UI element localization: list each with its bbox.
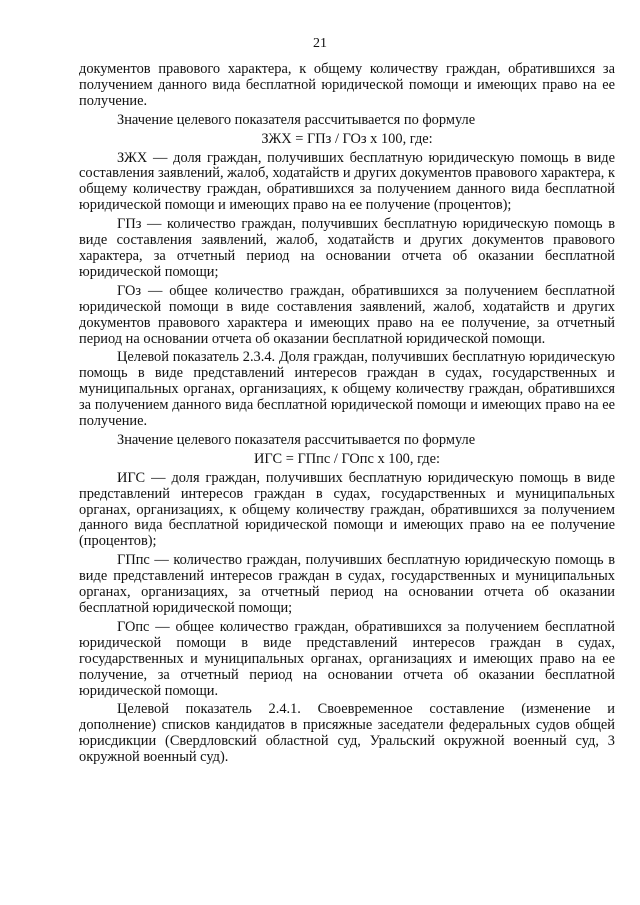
definition-paragraph: ГПпс — количество граждан, получивших бесплатную юридическую помощь в виде представлений интересов граждан в судах, государственных и муниципальных органах, организациях, за отчетный период на основании отчета об оказании бесплатной юридической помощи; bbox=[79, 552, 615, 616]
formula: ИГС = ГПпс / ГОпс х 100, где: bbox=[254, 450, 440, 467]
definition-paragraph: ГПз — количество граждан, получивших бесплатную юридическую помощь в виде составления заявлений, жалоб, ходатайств и других документов правового характера, за отчетный период на основании отчета об оказании бесплатной юридической помощи; bbox=[79, 216, 615, 280]
definition-paragraph: ГОпс — общее количество граждан, обратившихся за получением бесплатной юридической помощи в виде представлений интересов граждан в судах, государственных и муниципальных органах, организациях и имеющих право на ее получение, за отчетный период на основании отчета об оказании бесплатной юридической помощи. bbox=[79, 618, 615, 699]
definition-paragraph: ЗЖХ — доля граждан, получивших бесплатную юридическую помощь в виде составления заявлений, жалоб, ходатайств и других документов правового характера, к общему количеству граждан, обратившихся за получением данного вида бесплатной юридической помощи и имеющих право на ее получение (процентов); bbox=[79, 149, 615, 214]
indicator-paragraph: Целевой показатель 2.3.4. Доля граждан, получивших бесплатную юридическую помощь в виде представлений интересов граждан в судах, государственных и муниципальных органах, организациях, к общему количеству граждан, обратившихся за получением данного вида бесплатной юридической помощи и имеющих право на ее получение. bbox=[79, 349, 615, 430]
paragraph-continuation: документов правового характера, к общему количеству граждан, обратившихся за получением данного вида бесплатной юридической помощи и имеющих право на ее получение. bbox=[79, 61, 615, 109]
formula-intro: Значение целевого показателя рассчитывается по формуле bbox=[117, 431, 476, 448]
formula: ЗЖХ = ГПз / ГОз х 100, где: bbox=[261, 130, 433, 147]
indicator-paragraph: Целевой показатель 2.4.1. Своевременное составление (изменение и дополнение) списков кандидатов в присяжные заседатели федеральных судов общей юрисдикции (Свердловский областной суд, Уральский окружной военный суд, 3 окружной военный суд). bbox=[79, 701, 615, 766]
document-body bbox=[79, 62, 615, 769]
page-number: 21 bbox=[313, 36, 327, 51]
formula-intro: Значение целевого показателя рассчитывается по формуле bbox=[117, 111, 476, 128]
definition-paragraph: ГОз — общее количество граждан, обратившихся за получением бесплатной юридической помощи в виде составления заявлений, жалоб, ходатайств и других документов правового характера и имеющих право на ее получение, за отчетный период на основании отчета об оказании бесплатной юридической помощи. bbox=[79, 282, 615, 347]
definition-paragraph: ИГС — доля граждан, получивших бесплатную юридическую помощь в виде представлений интересов граждан в судах, государственных и муниципальных органах, организациях, к общему количеству граждан, обратившихся за получением данного вида бесплатной юридической помощи и имеющих право на ее получение (процентов); bbox=[79, 469, 615, 550]
